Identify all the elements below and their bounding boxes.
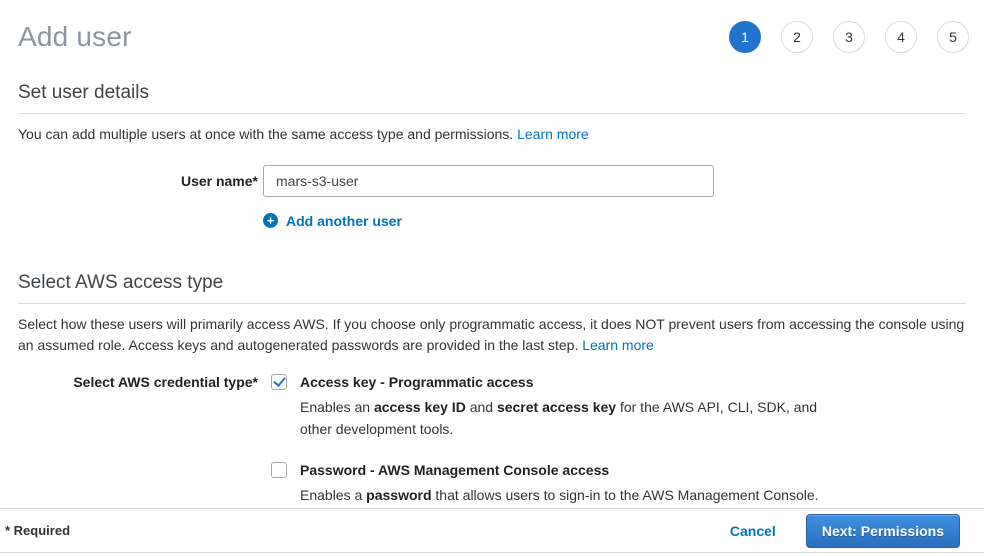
main-content bbox=[0, 82, 984, 507]
option-access-key-head bbox=[271, 374, 848, 390]
next-permissions-button[interactable]: Next: Permissions bbox=[806, 514, 960, 548]
step-circle-3: 3 bbox=[833, 21, 865, 53]
step-circle-2: 2 bbox=[781, 21, 813, 53]
credential-type-row bbox=[18, 374, 966, 507]
cancel-button[interactable]: Cancel bbox=[729, 522, 776, 539]
wizard-header bbox=[0, 0, 984, 58]
required-note: * Required bbox=[5, 523, 71, 538]
add-another-user-label: Add another user bbox=[286, 212, 402, 229]
step-circle-4: 4 bbox=[885, 21, 917, 53]
step-circle-1: 1 bbox=[729, 21, 761, 53]
option-password-head bbox=[271, 462, 848, 478]
section-heading-access-type: Select AWS access type bbox=[18, 272, 966, 304]
footer-actions bbox=[730, 514, 960, 548]
password-checkbox[interactable] bbox=[271, 462, 287, 478]
username-label: User name* bbox=[180, 172, 258, 189]
learn-more-link-user-details[interactable]: Learn more bbox=[517, 126, 589, 142]
username-row bbox=[18, 165, 966, 197]
access-type-section bbox=[18, 272, 966, 507]
wizard-footer bbox=[0, 508, 984, 553]
plus-circle-icon bbox=[263, 213, 278, 228]
access-type-intro bbox=[18, 314, 966, 357]
wizard-step-indicator bbox=[729, 21, 969, 53]
password-title: Password - AWS Management Console access bbox=[300, 462, 610, 479]
option-password bbox=[271, 462, 848, 507]
add-another-user-row bbox=[263, 212, 966, 230]
add-another-user-button[interactable] bbox=[263, 213, 402, 229]
learn-more-link-access-type[interactable]: Learn more bbox=[582, 337, 654, 354]
username-input[interactable] bbox=[263, 165, 714, 197]
user-details-intro-text: You can add multiple users at once with the same access type and permissions. bbox=[18, 126, 514, 142]
user-details-intro bbox=[18, 124, 966, 146]
section-heading-user-details: Set user details bbox=[18, 82, 966, 114]
access-key-title: Access key - Programmatic access bbox=[300, 374, 534, 391]
password-description: Enables a password that allows users to sign-in to the AWS Management Console. bbox=[300, 487, 819, 504]
access-key-description: Enables an access key ID and secret access key for the AWS API, CLI, SDK, and other development tools. bbox=[300, 399, 818, 437]
access-type-intro-text: Select how these users will primarily access AWS. If you choose only programmatic access, it does NOT prevent users from accessing the console using an assumed role. Access keys and autogenerated passwords are provided in the last step. bbox=[18, 315, 965, 354]
option-access-key bbox=[271, 374, 848, 440]
page-title: Add user bbox=[18, 21, 132, 52]
credential-type-label: Select AWS credential type* bbox=[73, 374, 258, 391]
credential-options bbox=[271, 374, 848, 507]
step-circle-5: 5 bbox=[937, 21, 969, 53]
access-key-checkbox[interactable] bbox=[271, 374, 287, 390]
